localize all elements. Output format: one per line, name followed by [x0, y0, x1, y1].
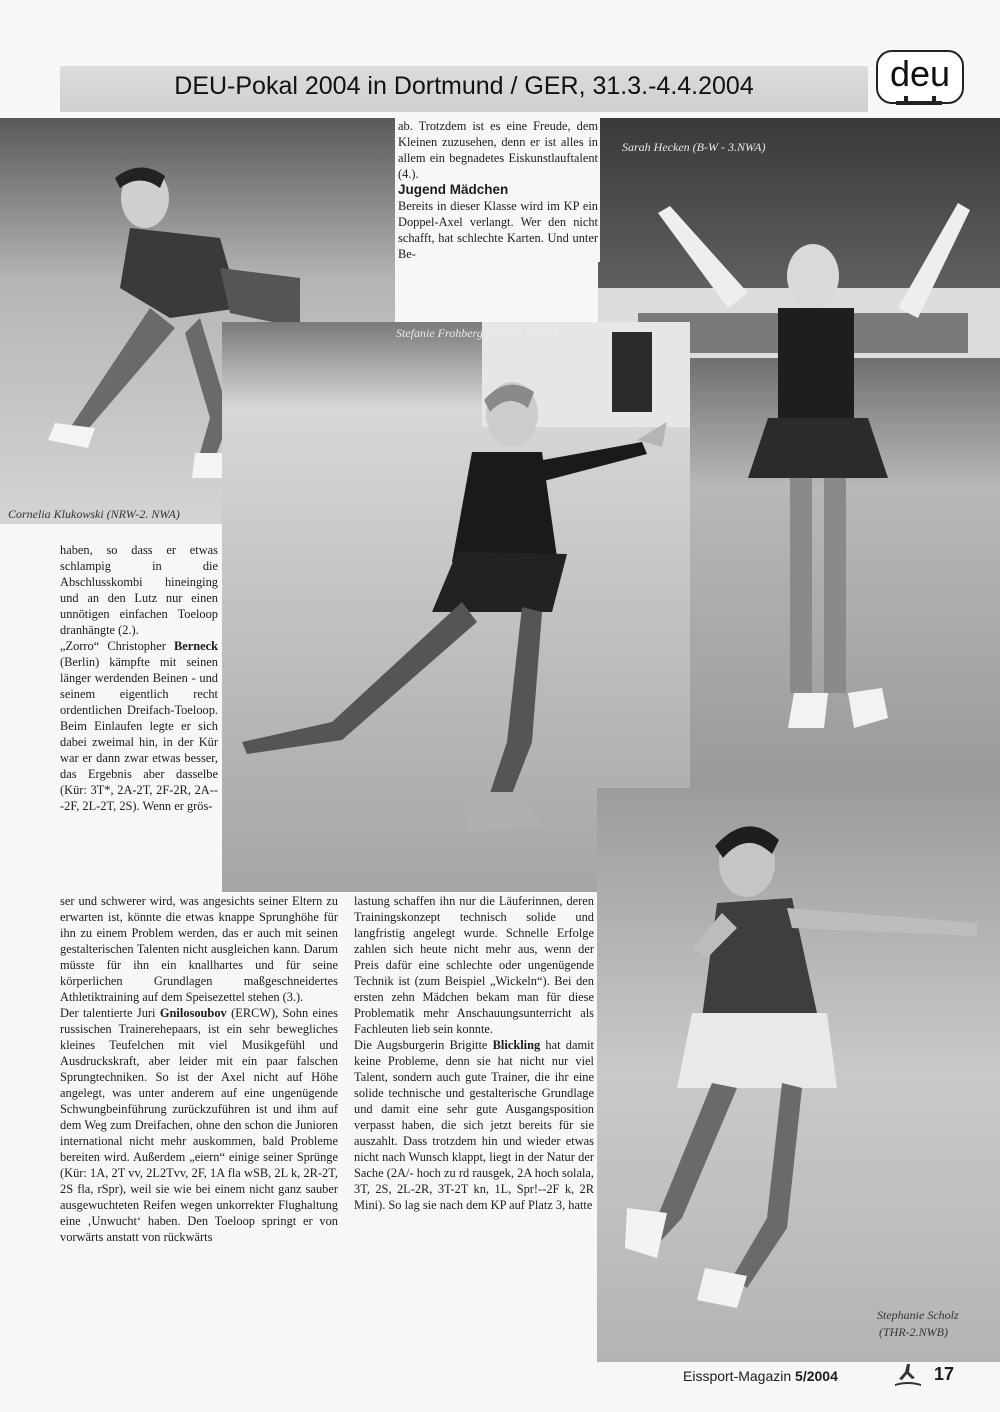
skater-photo-illustration [597, 788, 1000, 1362]
page-footer [683, 1368, 838, 1384]
skater-name: Blickling [492, 1038, 541, 1052]
article-text: (ERCW), Sohn eines russischen Trainerehepaars, ist ein sehr bewegliches kleines Teufelchen mit viel Musikgefühl und Ausdruckskraft, aber leider mit ein paar falschen Sprungtechniken. So ist der Axel nicht auf Höhe angelegt, was unter anderem auf eine ungenügende Schwungbeinführung zurückzuführen ist und ihm auf dem Weg zum Dreifachen, ohne den schon die Junioren international nicht mehr auskommen, bald Probleme bereiten wird. Außerdem „eiern“ einige seiner Sprünge (Kür: 1A, 2T vv, 2L2Tvv, 2F, 1A fla wSB, 2L k, 2R-2T, 2S fla, rSpr), weil sie wie bei einem nicht ganz sauber ausgewuchteten Reifen wegen unkorrekter Flughaltung eine ‚Unwucht‘ haben. Den Toeloop springt er von vorwärts anstatt von rückwärts [60, 1006, 338, 1244]
logo-tick-left [904, 96, 908, 105]
article-text: Die Augsburgerin Brigitte [354, 1038, 488, 1052]
article-column-top [396, 118, 600, 262]
article-paragraph: lastung schaffen ihn nur die Läuferinnen, deren Trainingskonzept technisch solide und langfristig angelegt wurde. Schnelle Erfolge zahlen sich heute nicht mehr aus, wenn der Preis dafür eine schlechte oder ungenügende Technik ist (zum Beispiel „Wickeln“). Bei den ersten zehn Mädchen bekam man für diese Problematik mehr Anschauungsunterricht als Fachleuten lieb sein konnte. [354, 894, 594, 1036]
article-text: „Zorro“ Christopher [60, 639, 166, 653]
photo-caption-frohberg: Stefanie Frohberg (BER-4. NWA) [396, 326, 557, 340]
article-paragraph: haben, so dass er etwas schlampig in die Abschlusskombi hineinging und an den Lutz nur einen unnötigen einfachen Toeloop dranhängte (2.). [60, 543, 218, 637]
photo-caption-hecken: Sarah Hecken (B-W - 3.NWA) [622, 140, 766, 154]
article-text: hat damit keine Probleme, denn sie hat nicht nur viel Talent, sondern auch gute Trainer, die ihr eine solide technische und gestalterische Grundlage und damit eine sehr gute Ausgangsposition verpasst haben, die sich jetzt bereits für sie auszahlt. Dass trotzdem hin und wieder etwas nicht nach Wunsch klappt, liegt in der Natur der Sache (2A/- hoch zu rd rausgek, 2A hoch solala, 3T, 2S, 2L-2R, 3T-2T kn, 1L, Spr!--2F k, 2R Mini). So lag sie nach dem KP auf Platz 3, hatte [354, 1038, 595, 1212]
photo-caption-scholz-name: Stephanie Scholz [877, 1308, 959, 1322]
article-paragraph [60, 1005, 338, 1245]
magazine-name: Eissport-Magazin [683, 1368, 792, 1384]
photo-caption-scholz-club: (THR-2.NWB) [879, 1325, 948, 1339]
article-text: (Berlin) kämpfte mit seinen länger werdenden Beinen - und seinem eigentlich recht ordentlichen Dreifach-Toeloop. Beim Einlaufen legte er sich dabei zweimal hin, in der Kür war er dann zwar etwas besser, das Ergebnis aber dasselbe (Kür: 3T*, 2A-2T, 2F-2R, 2A---2F, 2L-2T, 2S). Wenn er grös- [60, 655, 218, 813]
article-paragraph [354, 1037, 594, 1213]
header-bar [60, 66, 868, 112]
article-column-left-narrow [60, 542, 218, 814]
page-title: DEU-Pokal 2004 in Dortmund / GER, 31.3.-4.4.2004 [174, 72, 754, 100]
article-text: Der talentierte Juri [60, 1006, 156, 1020]
page-number: 17 [934, 1364, 955, 1384]
photo-stephanie-scholz [597, 788, 1000, 1362]
deu-logo: deu [876, 50, 964, 104]
skater-name: Berneck [173, 639, 218, 653]
article-paragraph: ser und schwerer wird, was angesichts seiner Eltern zu erwarten ist, könnte die etwas knappe Sprunghöhe für ihn zu einem Problem werden, das er auch mit seinen gestalterischen Talenten nicht ausgleichen kann. Darum müsste für ihn ein knallhartes und für seine körperlichen Grundlagen maßgeschneidertes Athletiktraining auf dem Speisezettel stehen (3.). [60, 894, 338, 1004]
skater-name: Gnilosoubov [159, 1006, 227, 1020]
issue-number: 5/2004 [795, 1368, 838, 1384]
article-paragraph: ab. Trotzdem ist es eine Freude, dem Kleinen zuzusehen, denn er ist alles in allem ein begnadetes Eiskunstlauftalent (4.). [398, 119, 598, 181]
article-column-left [60, 893, 338, 1245]
article-paragraph [60, 638, 218, 814]
skater-logo-icon [893, 1362, 923, 1388]
section-heading: Jugend Mädchen [398, 182, 509, 197]
article-paragraph: Bereits in dieser Klasse wird im KP ein Doppel-Axel verlangt. Wer den nicht schafft, hat schlechte Karten. Und unter Be- [398, 199, 598, 261]
logo-tick-right [932, 96, 936, 105]
article-column-middle [354, 893, 594, 1213]
photo-caption-klukowski: Cornelia Klukowski (NRW-2. NWA) [8, 507, 180, 521]
